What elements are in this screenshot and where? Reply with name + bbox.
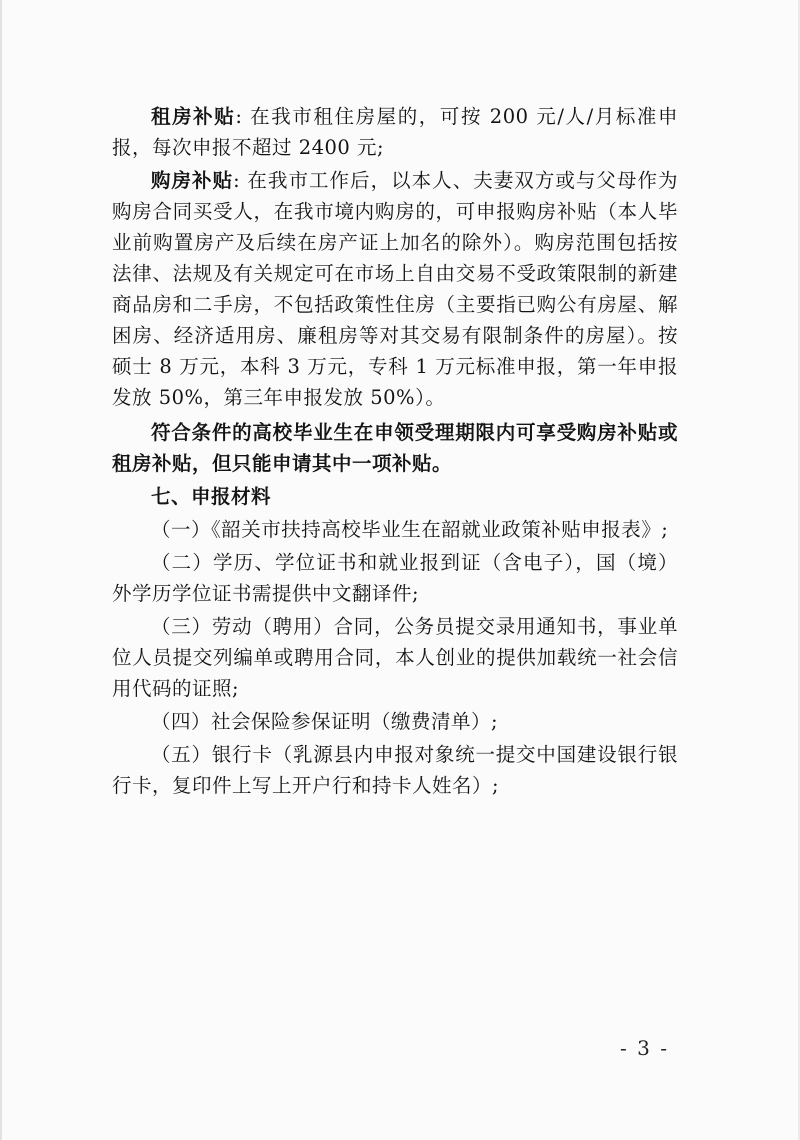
material-item-1: （一）《韶关市扶持高校毕业生在韶就业政策补贴申报表》; [151, 518, 669, 541]
material-item-2: （二）学历、学位证书和就业报到证（含电子），国（境）外学历学位证书需提供中文翻译件; [112, 551, 678, 605]
section-heading: 七、申报材料 [151, 485, 272, 508]
rent-subsidy-label: 租房补贴 [151, 105, 236, 128]
rent-subsidy-paragraph [112, 101, 678, 163]
material-item-5: （五）银行卡（乳源县内申报对象统一提交中国建设银行银行卡，复印件上写上开户行和持卡人姓名）; [112, 743, 678, 797]
purchase-subsidy-text: : 在我市工作后，以本人、夫妻双方或与父母作为购房合同买受人，在我市境内购房的，可申报购房补贴（本人毕业前购置房产及后续在房产证上加名的除外）。购房范围包括按法律、法规及有关规定可在市场上自由交易不受政策限制的新建商品房和二手房，不包括政策性住房（主要指已购公有房屋、解困房、经济适用房、廉租房等对其交易有限制条件的房屋）。按硕士 8 万元，本科 3 万元，专科 1 万元标准申报，第一年申报发放 50%，第三年申报发放 50%）。 [112, 169, 678, 409]
document-body [112, 101, 678, 801]
rent-subsidy-text: : 在我市租住房屋的，可按 200 元/人/月标准申报，每次申报不超过 2400 元; [112, 105, 678, 159]
material-item-3: （三）劳动（聘用）合同，公务员提交录用通知书，事业单位人员提交列编单或聘用合同，本人创业的提供加载统一社会信用代码的证照; [112, 615, 678, 700]
purchase-subsidy-paragraph [112, 165, 678, 413]
eligibility-notice: 符合条件的高校毕业生在申领受理期限内可享受购房补贴或租房补贴，但只能申请其中一项补贴。 [112, 421, 678, 475]
purchase-subsidy-label: 购房补贴 [151, 169, 234, 192]
page-number: - 3 - [620, 1036, 669, 1060]
material-item-4: （四）社会保险参保证明（缴费清单）; [151, 710, 499, 733]
